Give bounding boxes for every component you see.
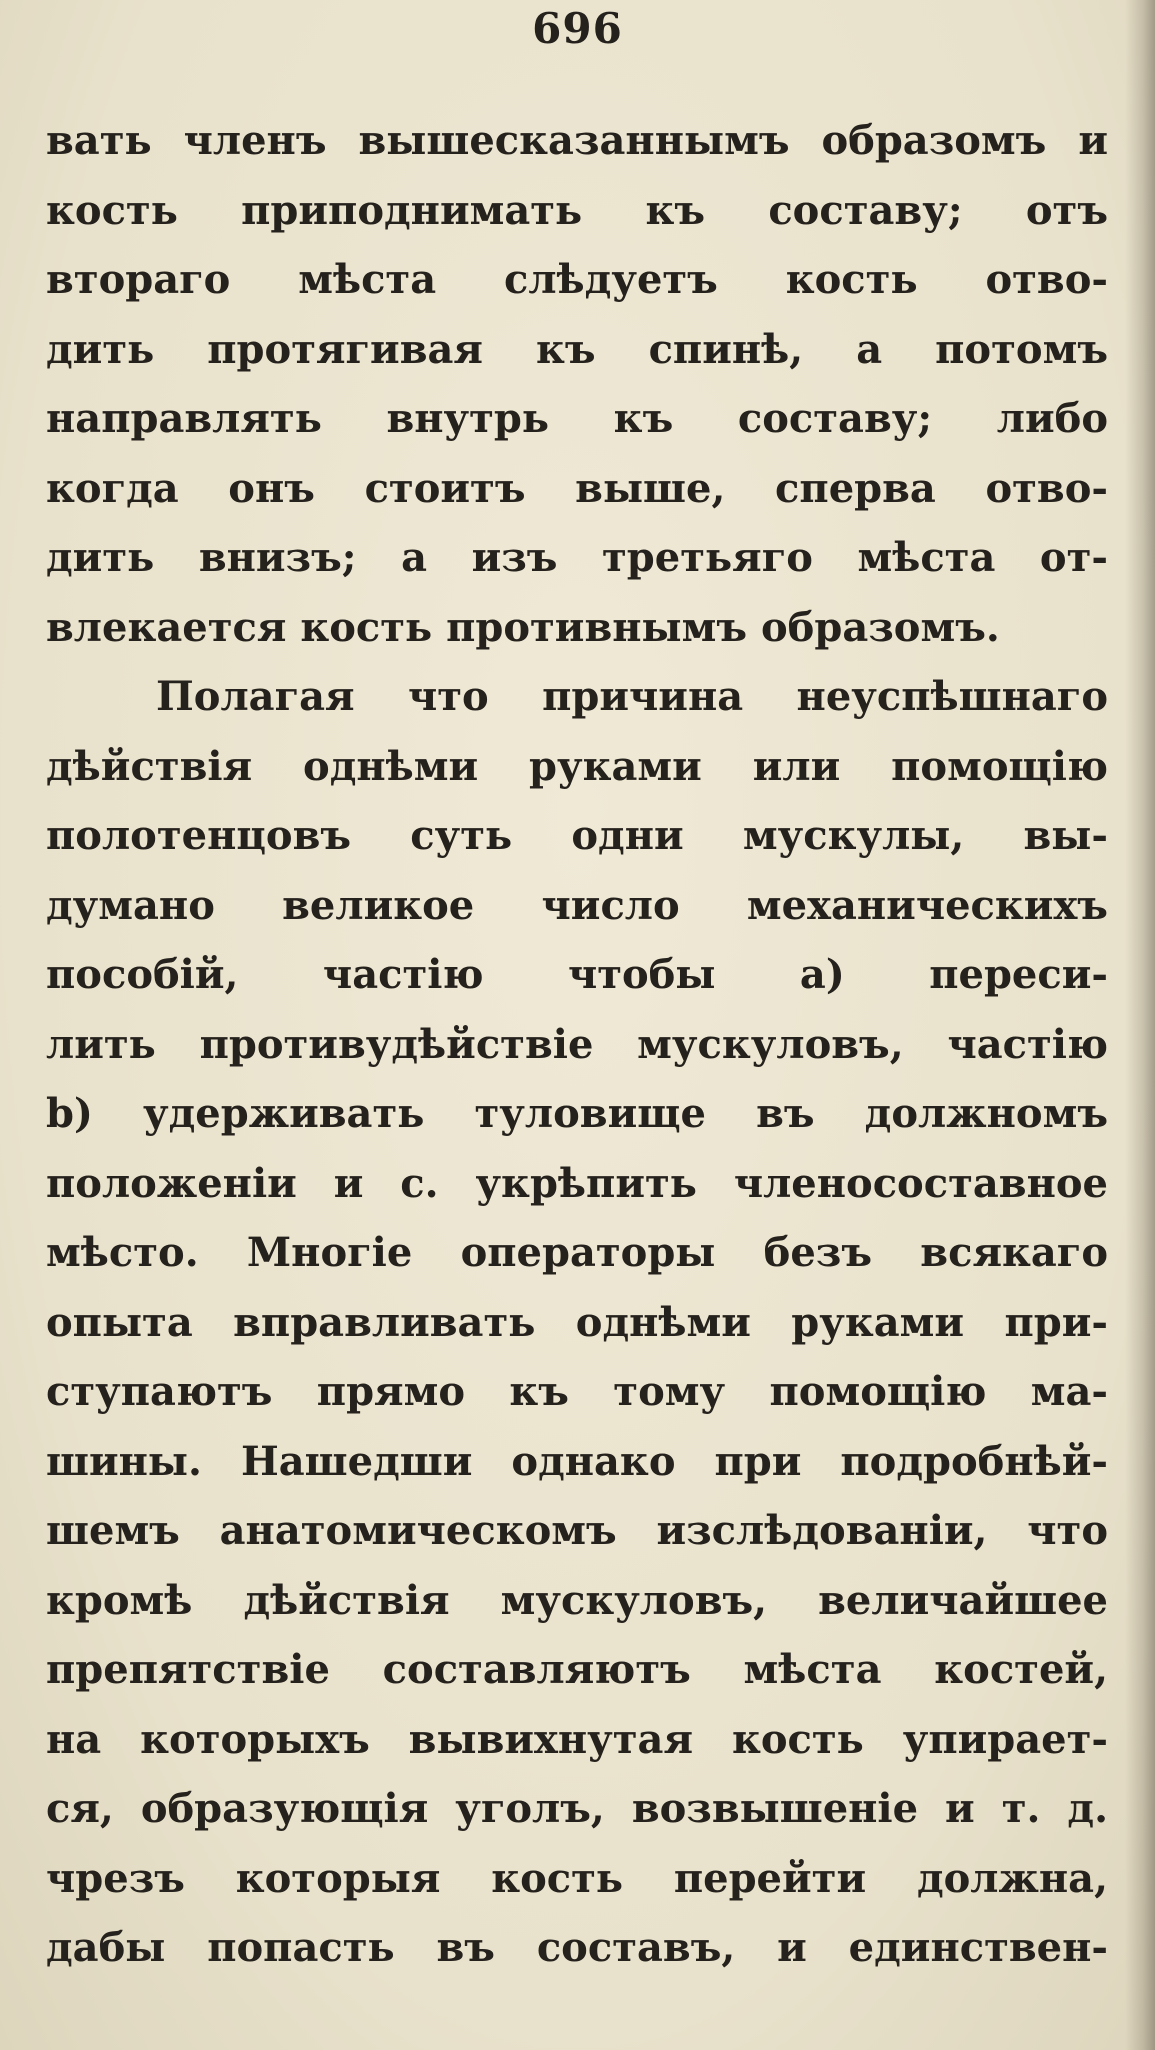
text-line: препятствіе составляютъ мѣста костей,: [46, 1646, 1108, 1693]
text-line: шемъ анатомическомъ изслѣдованіи, что: [46, 1507, 1108, 1554]
text-line: ступаютъ прямо къ тому помощію ма-: [46, 1368, 1108, 1415]
page-edge-shadow: [1125, 0, 1155, 2050]
text-line: чрезъ которыя кость перейти должна,: [46, 1854, 1108, 1902]
body-text: [46, 106, 1108, 1983]
text-line: опыта вправливать однѣми руками при-: [46, 1298, 1108, 1346]
text-line: лить противудѣйствіе мускуловъ, частію: [46, 1020, 1108, 1068]
text-line: шины. Нашедши однако при подробнѣй-: [46, 1437, 1108, 1485]
text-line: полотенцовъ суть одни мускулы, вы-: [46, 812, 1108, 859]
text-line: втораго мѣста слѣдуетъ кость отво-: [46, 256, 1108, 303]
text-line: когда онъ стоитъ выше, сперва отво-: [46, 464, 1108, 512]
paragraph-first-line: Полагая что причина неуспѣшнаго: [156, 673, 1108, 720]
text-line: мѣсто. Многіе операторы безъ всякаго: [46, 1229, 1108, 1276]
text-line: дѣйствія однѣми руками или помощію: [46, 742, 1108, 790]
text-line: кость приподнимать къ составу; отъ: [46, 186, 1108, 234]
text-line: ся, образующія уголъ, возвышеніе и т. д.: [46, 1785, 1108, 1832]
text-line: пособій, частію чтобы a) переси-: [46, 951, 1108, 998]
text-line: вать членъ вышесказаннымъ образомъ и: [46, 117, 1108, 164]
text-line: влекается кость противнымъ образомъ.: [46, 603, 1000, 651]
text-line: положеніи и с. укрѣпить членосоставное: [46, 1159, 1108, 1207]
text-line: дить протягивая къ спинѣ, а потомъ: [46, 325, 1108, 373]
text-line: дабы попасть въ составъ, и единствен-: [46, 1924, 1108, 1971]
text-line: b) удерживать туловище въ должномъ: [46, 1090, 1108, 1137]
text-line: кромѣ дѣйствія мускуловъ, величайшее: [46, 1576, 1108, 1624]
text-line: дить внизъ; а изъ третьяго мѣста от-: [46, 534, 1108, 581]
page-number: 696: [532, 4, 623, 53]
text-line: направлять внутрь къ составу; либо: [46, 395, 1108, 442]
text-line: на которыхъ вывихнутая кость упирает-: [46, 1715, 1108, 1763]
text-line: думано великое число механическихъ: [46, 881, 1108, 929]
